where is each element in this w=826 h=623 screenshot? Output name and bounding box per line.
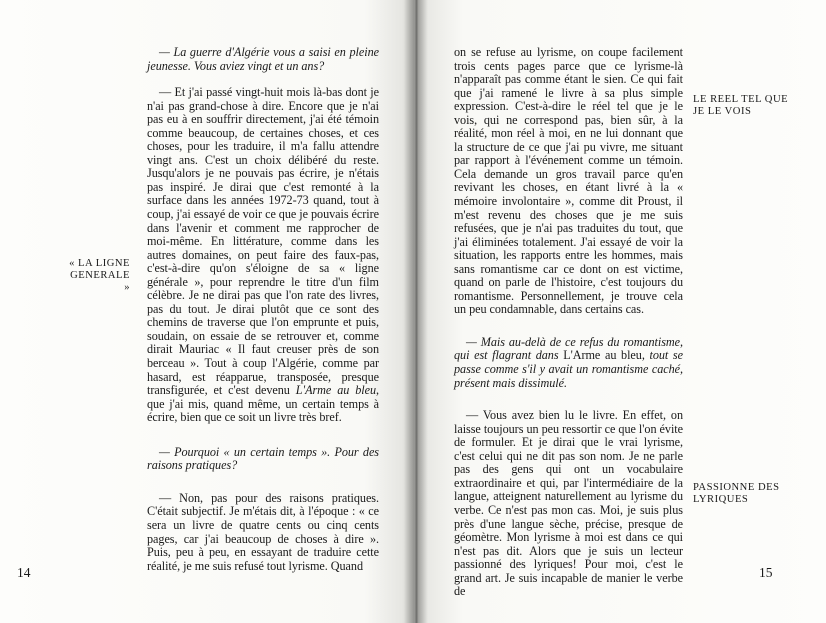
right-text-column bbox=[454, 46, 683, 599]
answer-3: — Vous avez bien lu le livre. En effet, on laisse toujours un peu ressortir ce que l'on évite de formuler. Et je dirai que le vrai lyrisme, c'est celui qui ne dit pas son nom. Je ne parle pas des gens qui ont un vocabulaire extraordinaire et qui, par l'intermédiaire de la langue, atteignent naturellement au lyrisme du verbe. Ce n'est pas mon cas. Moi, je suis plus près d'une langue sèche, précise, presque de géomètre. Mon lyrisme à moi est dans ce qui n'est pas dit. Alors que je suis un lecteur passionné des lyriques! Pour moi, c'est le grand art. Je suis incapable de manier le verbe de bbox=[454, 408, 683, 599]
question-3 bbox=[454, 336, 683, 390]
question-2: — Pourquoi « un certain temps ». Pour des raisons pratiques? bbox=[147, 444, 379, 473]
question-3-b: , tout se passe comme s'il y avait un romantisme caché, présent mais dissimulé. bbox=[454, 348, 683, 390]
question-3-book-title: L'Arme au bleu bbox=[563, 348, 642, 363]
book-gutter bbox=[404, 0, 428, 623]
left-text-column bbox=[147, 46, 379, 573]
left-margin-note: « LA LIGNE GENERALE » bbox=[69, 258, 130, 293]
question-3-a: — Mais au-delà de ce refus du romantisme, qui est flagrant dans bbox=[454, 334, 683, 363]
question-1: — La guerre d'Algérie vous a saisi en pleine jeunesse. Vous aviez vingt et un ans? bbox=[147, 45, 379, 73]
answer-1-end: , que j'ai mis, quand même, un certain temps à écrire, bien que ce soit un livre très bref. bbox=[147, 383, 379, 425]
paragraph-1: on se refuse au lyrisme, on coupe facilement trois cents pages parce que ce lyrisme-là n'apparaît pas comme étant le sien. Ce qui fait que j'ai ramené le livre à sa plus simple expression. C'est-à-dire le réel tel que je le vois, qui ne correspond pas, bien sûr, à la réalité, mon réel à moi, en ne lui donnant que la structure de ce que j'ai pu vivre, me situant par rapport à l'événement comme un témoin. Cela demande un gros travail parce qu'en revivant les choses, en étant livré à la « mémoire involontaire », comme dit Proust, il m'est revenu des choses que je me suis refusées, que je n'ai pas traduites du tout, que j'ai éliminées totalement. J'ai essayé de voir la situation, les rapports entre les hommes, mais sans romantisme car ce dont on est victime, quand on parle de l'histoire, c'est toujours du romantisme. Personnellement, je trouve cela un peu condamnable, dans certains cas. bbox=[454, 45, 683, 317]
answer-1 bbox=[147, 86, 379, 425]
right-margin-note-1: LE REEL TEL QUE JE LE VOIS bbox=[693, 94, 789, 117]
answer-1-book-title: L'Arme au bleu bbox=[295, 383, 376, 398]
page-number-left: 14 bbox=[17, 565, 31, 580]
answer-2: — Non, pas pour des raisons pratiques. C'était subjectif. Je m'étais dit, à l'époque : « ce sera un livre de quatre cents ou cinq cents pages, car j'ai beaucoup de choses à dire ». Puis, peu à peu, en essayant de traduire cette réalité, je me suis refusé tout lyrisme. Quand bbox=[147, 490, 379, 573]
page-number-right: 15 bbox=[759, 565, 773, 580]
right-margin-note-2: PASSIONNE DES LYRIQUES bbox=[693, 482, 780, 505]
answer-1-text: — Et j'ai passé vingt-huit mois là-bas dont je n'ai pas grand-chose à dire. Encore que je n'ai pas eu à en souffrir directement, j'ai été témoin comme beaucoup, de certaines choses, et ces choses, pour les traduire, il m'a fallu attendre vingt ans. C'est un choix délibéré du reste. Jusqu'alors je ne pouvais pas écrire, je n'étais pas inspiré. Je dirai que c'est remonté à la surface dans les années 1972-73 quand, tout à coup, j'ai essayé de voir ce que je pouvais écrire dans l'avenir et comment me rapprocher de moi-même. En littérature, comme dans les autres domaines, on peut faire des faux-pas, c'est-à-dire qu'on s'éloigne de sa « ligne générale », pour reprendre le titre d'un film célèbre. Je ne dirai pas que l'on rate des livres, pas du tout. Je dirai plutôt que ce sont des chemins de traverse que l'on emprunte et puis, soudain, on essaie de se retrouver et, comme dirait Mauriac « Il faut creuser près de son berceau ». Tout à coup l'Algérie, comme par hasard, est réapparue, transposée, presque transfigurée, et c'est devenu bbox=[147, 85, 379, 398]
